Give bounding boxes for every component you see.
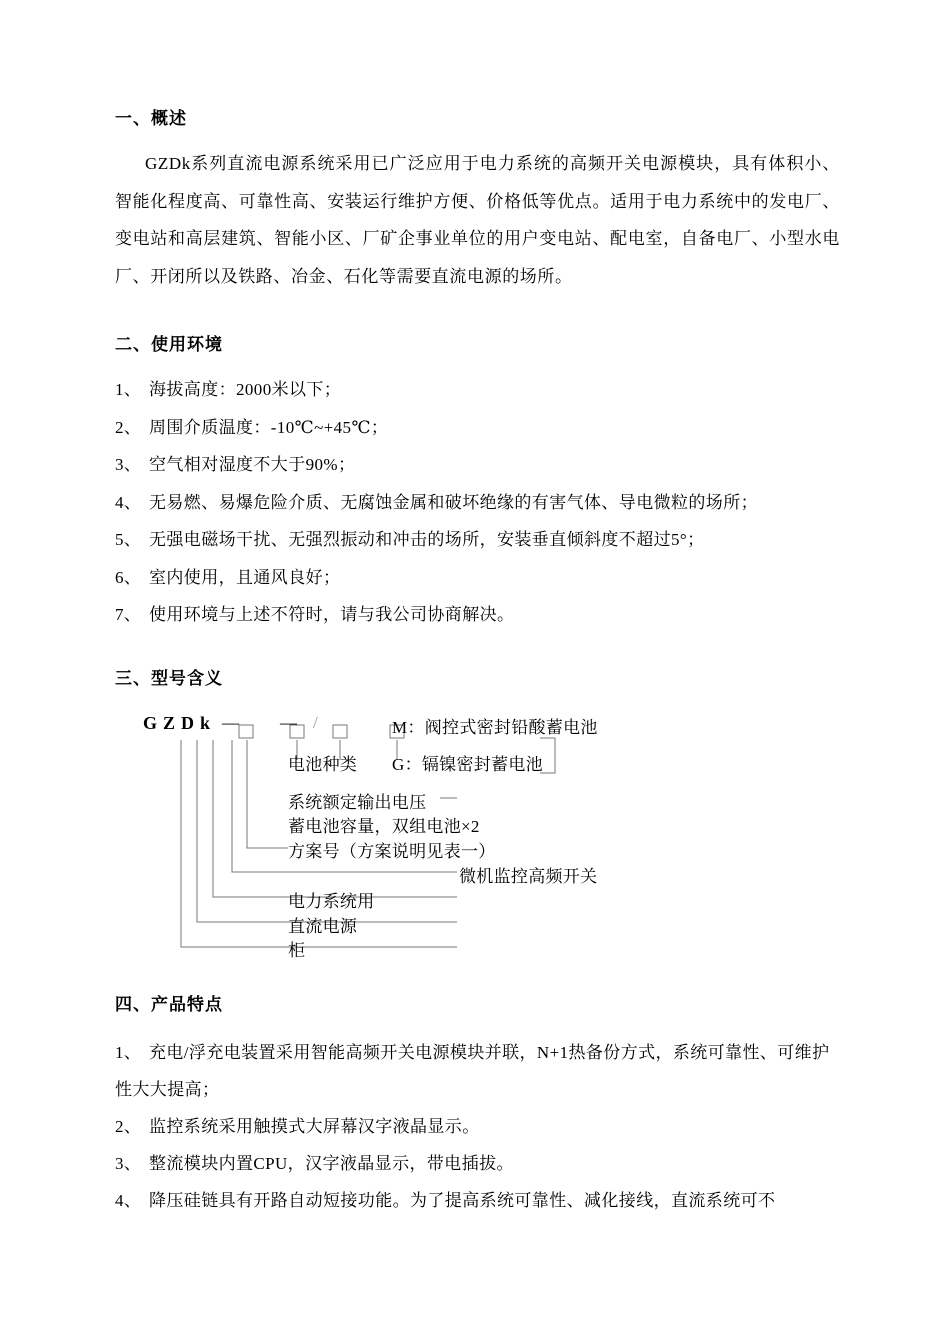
environment-list [115, 371, 855, 634]
list-item: 1、 海拔高度：2000米以下； [115, 380, 342, 399]
heading-features: 四、产品特点 [115, 995, 223, 1014]
battery-g-label: G：镉镍密封蓄电池 [392, 755, 543, 774]
slash: / [313, 713, 319, 732]
heading-overview: 一、概述 [115, 109, 187, 128]
features-list [115, 1034, 843, 1219]
heading-environment: 二、使用环境 [115, 335, 223, 354]
list-item: 1、 充电/浮充电装置采用智能高频开关电源模块并联，N+1热备份方式，系统可靠性、可维护性大大提高； [115, 1043, 830, 1099]
cabinet-label: 柜 [288, 941, 306, 960]
switch-label: 微机监控高频开关 [459, 867, 598, 886]
list-item: 3、 空气相对湿度不大于90%； [115, 455, 356, 474]
heading-model: 三、型号含义 [115, 669, 223, 688]
power-label: 电力系统用 [288, 892, 375, 911]
list-item: 3、 整流模块内置CPU，汉字液晶显示，带电插拔。 [115, 1154, 514, 1173]
placeholder-box [333, 725, 347, 738]
battery-m-label: M：阀控式密封铅酸蓄电池 [392, 718, 598, 737]
placeholder-box [239, 725, 253, 738]
battery-type-label: 电池种类 [288, 755, 358, 774]
list-item: 2、 监控系统采用触摸式大屏幕汉字液晶显示。 [115, 1117, 480, 1136]
list-item: 6、 室内使用，且通风良好； [115, 567, 341, 587]
dash-1: — [222, 713, 240, 732]
scheme-label: 方案号（方案说明见表一） [288, 842, 496, 861]
capacity-label: 蓄电池容量，双组电池×2 [288, 817, 480, 836]
list-item: 4、 降压硅链具有开路自动短接功能。为了提高系统可靠性、减化接线，直流系统可不 [115, 1191, 776, 1210]
list-item: 7、 使用环境与上述不符时，请与我公司协商解决。 [115, 605, 515, 624]
list-item: 5、 无强电磁场干扰、无强烈振动和冲击的场所，安装垂直倾斜度不超过5°； [115, 530, 705, 549]
list-item: 4、 无易燃、易爆危险介质、无腐蚀金属和破坏绝缘的有害气体、导电微粒的场所； [115, 492, 758, 512]
overview-paragraph: GZDk系列直流电源系统采用已广泛应用于电力系统的高频开关电源模块，具有体积小、智能化程度高、可靠性高、安装运行维护方便、价格低等优点。适用于电力系统中的发电厂、变电站和高层建筑、智能小区、厂矿企事业单位的用户变电站、配电室，自备电厂、小型水电厂、开闭所以及铁路、冶金、石化等需要直流电源的场所。 [115, 154, 840, 286]
model-code: GZDk [143, 713, 217, 733]
dash-2: — [280, 713, 298, 732]
list-item: 2、 周围介质温度：-10℃~+45℃； [115, 417, 389, 437]
dc-power-label: 直流电源 [288, 917, 358, 936]
model-diagram [0, 700, 950, 970]
rated-voltage-label: 系统额定输出电压 [288, 793, 427, 812]
leader-line [247, 740, 288, 848]
